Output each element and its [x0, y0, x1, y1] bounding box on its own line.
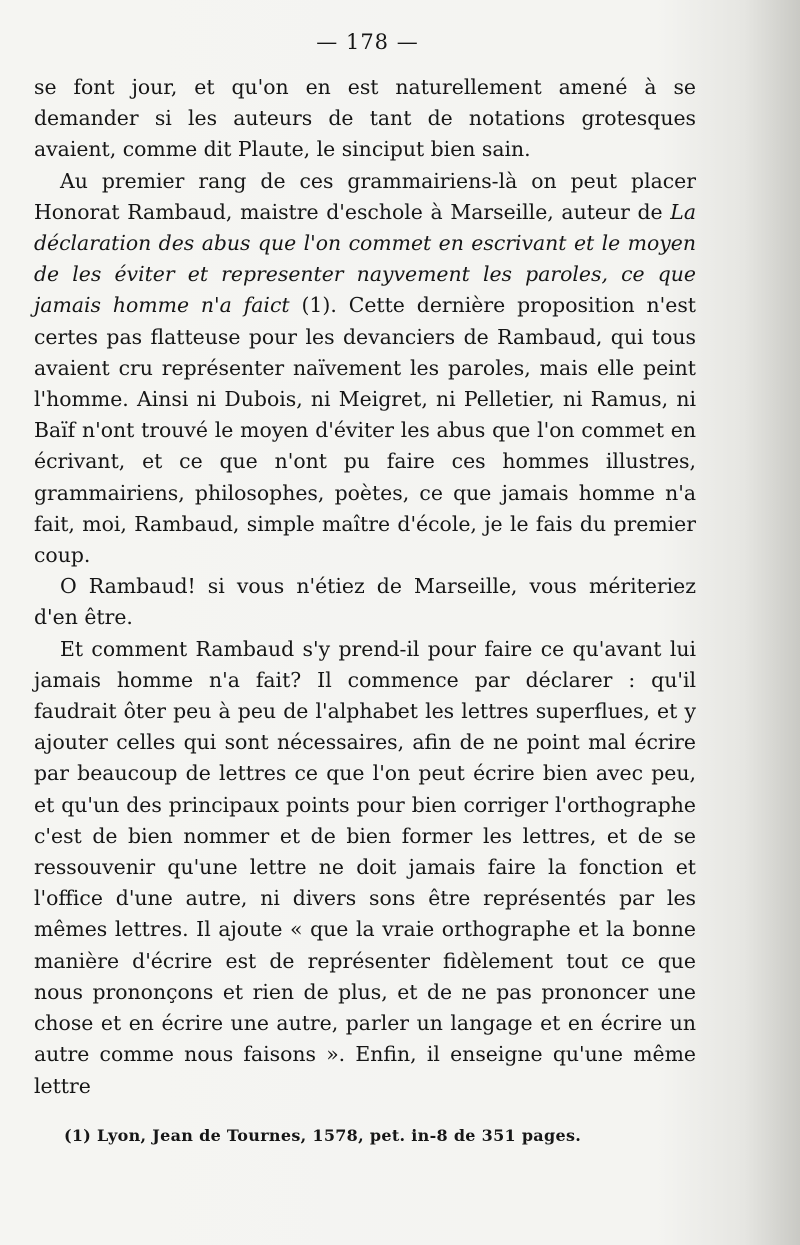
paragraph-2 [34, 166, 696, 572]
footnote-reference: (1) [289, 293, 331, 318]
body-text [34, 72, 696, 1102]
page-number: — 178 — [316, 30, 419, 54]
footnote: (1) Lyon, Jean de Tournes, 1578, pet. in-8 de 351 pages. [64, 1126, 582, 1145]
paragraph-4: Et comment Rambaud s'y prend-il pour faire ce qu'avant lui jamais homme n'a fait? Il commence par déclarer : qu'il faudrait ôter peu à peu de l'alphabet les lettres superflues, et y ajouter celles qui sont nécessaires, afin de ne point mal écrire par beaucoup de lettres ce que l'on peut écrire bien avec peu, et qu'un des principaux points pour bien corriger l'orthographe c'est de bien nommer et de bien former les lettres, et de se ressouvenir qu'une lettre ne doit jamais faire la fonction et l'office d'une autre, ni divers sons être représentés par les mêmes lettres. Il ajoute « que la vraie orthographe et la bonne manière d'écrire est de représenter fidèlement tout ce que nous prononçons et rien de plus, et de ne pas prononcer une chose et en écrire une autre, parler un langage et en écrire un autre comme nous faisons ». Enfin, il enseigne qu'une même lettre [34, 636, 696, 1098]
paragraph-2-lead: Au premier rang de ces grammairiens-là on peut placer Honorat Rambaud, maistre d'eschole à Marseille, auteur de [34, 168, 696, 224]
paragraph-3: O Rambaud! si vous n'étiez de Marseille, vous mériteriez d'en être. [34, 574, 696, 630]
book-title: La déclaration des abus que l'on commet en escrivant et le moyen de les éviter et representer nayvement les paroles, ce que jamais homme n'a faict [34, 199, 696, 318]
paragraph-1: se font jour, et qu'on en est naturellement amené à se demander si les auteurs de tant de notations grotesques avaient, comme dit Plaute, le sinciput bien sain. [34, 75, 696, 162]
paragraph-2-rest: . Cette dernière proposition n'est certes pas flatteuse pour les devanciers de Rambaud, qui tous avaient cru représenter naïvement les paroles, mais elle peint l'homme. Ainsi ni Dubois, ni Meigret, ni Pelletier, ni Ramus, ni Baïf n'ont trouvé le moyen d'éviter les abus que l'on commet en écrivant, et ce que n'ont pu faire ces hommes illustres, grammairiens, philosophes, poètes, ce que jamais homme n'a fait, moi, Rambaud, simple maître d'école, je le fais du premier coup. [34, 293, 696, 568]
